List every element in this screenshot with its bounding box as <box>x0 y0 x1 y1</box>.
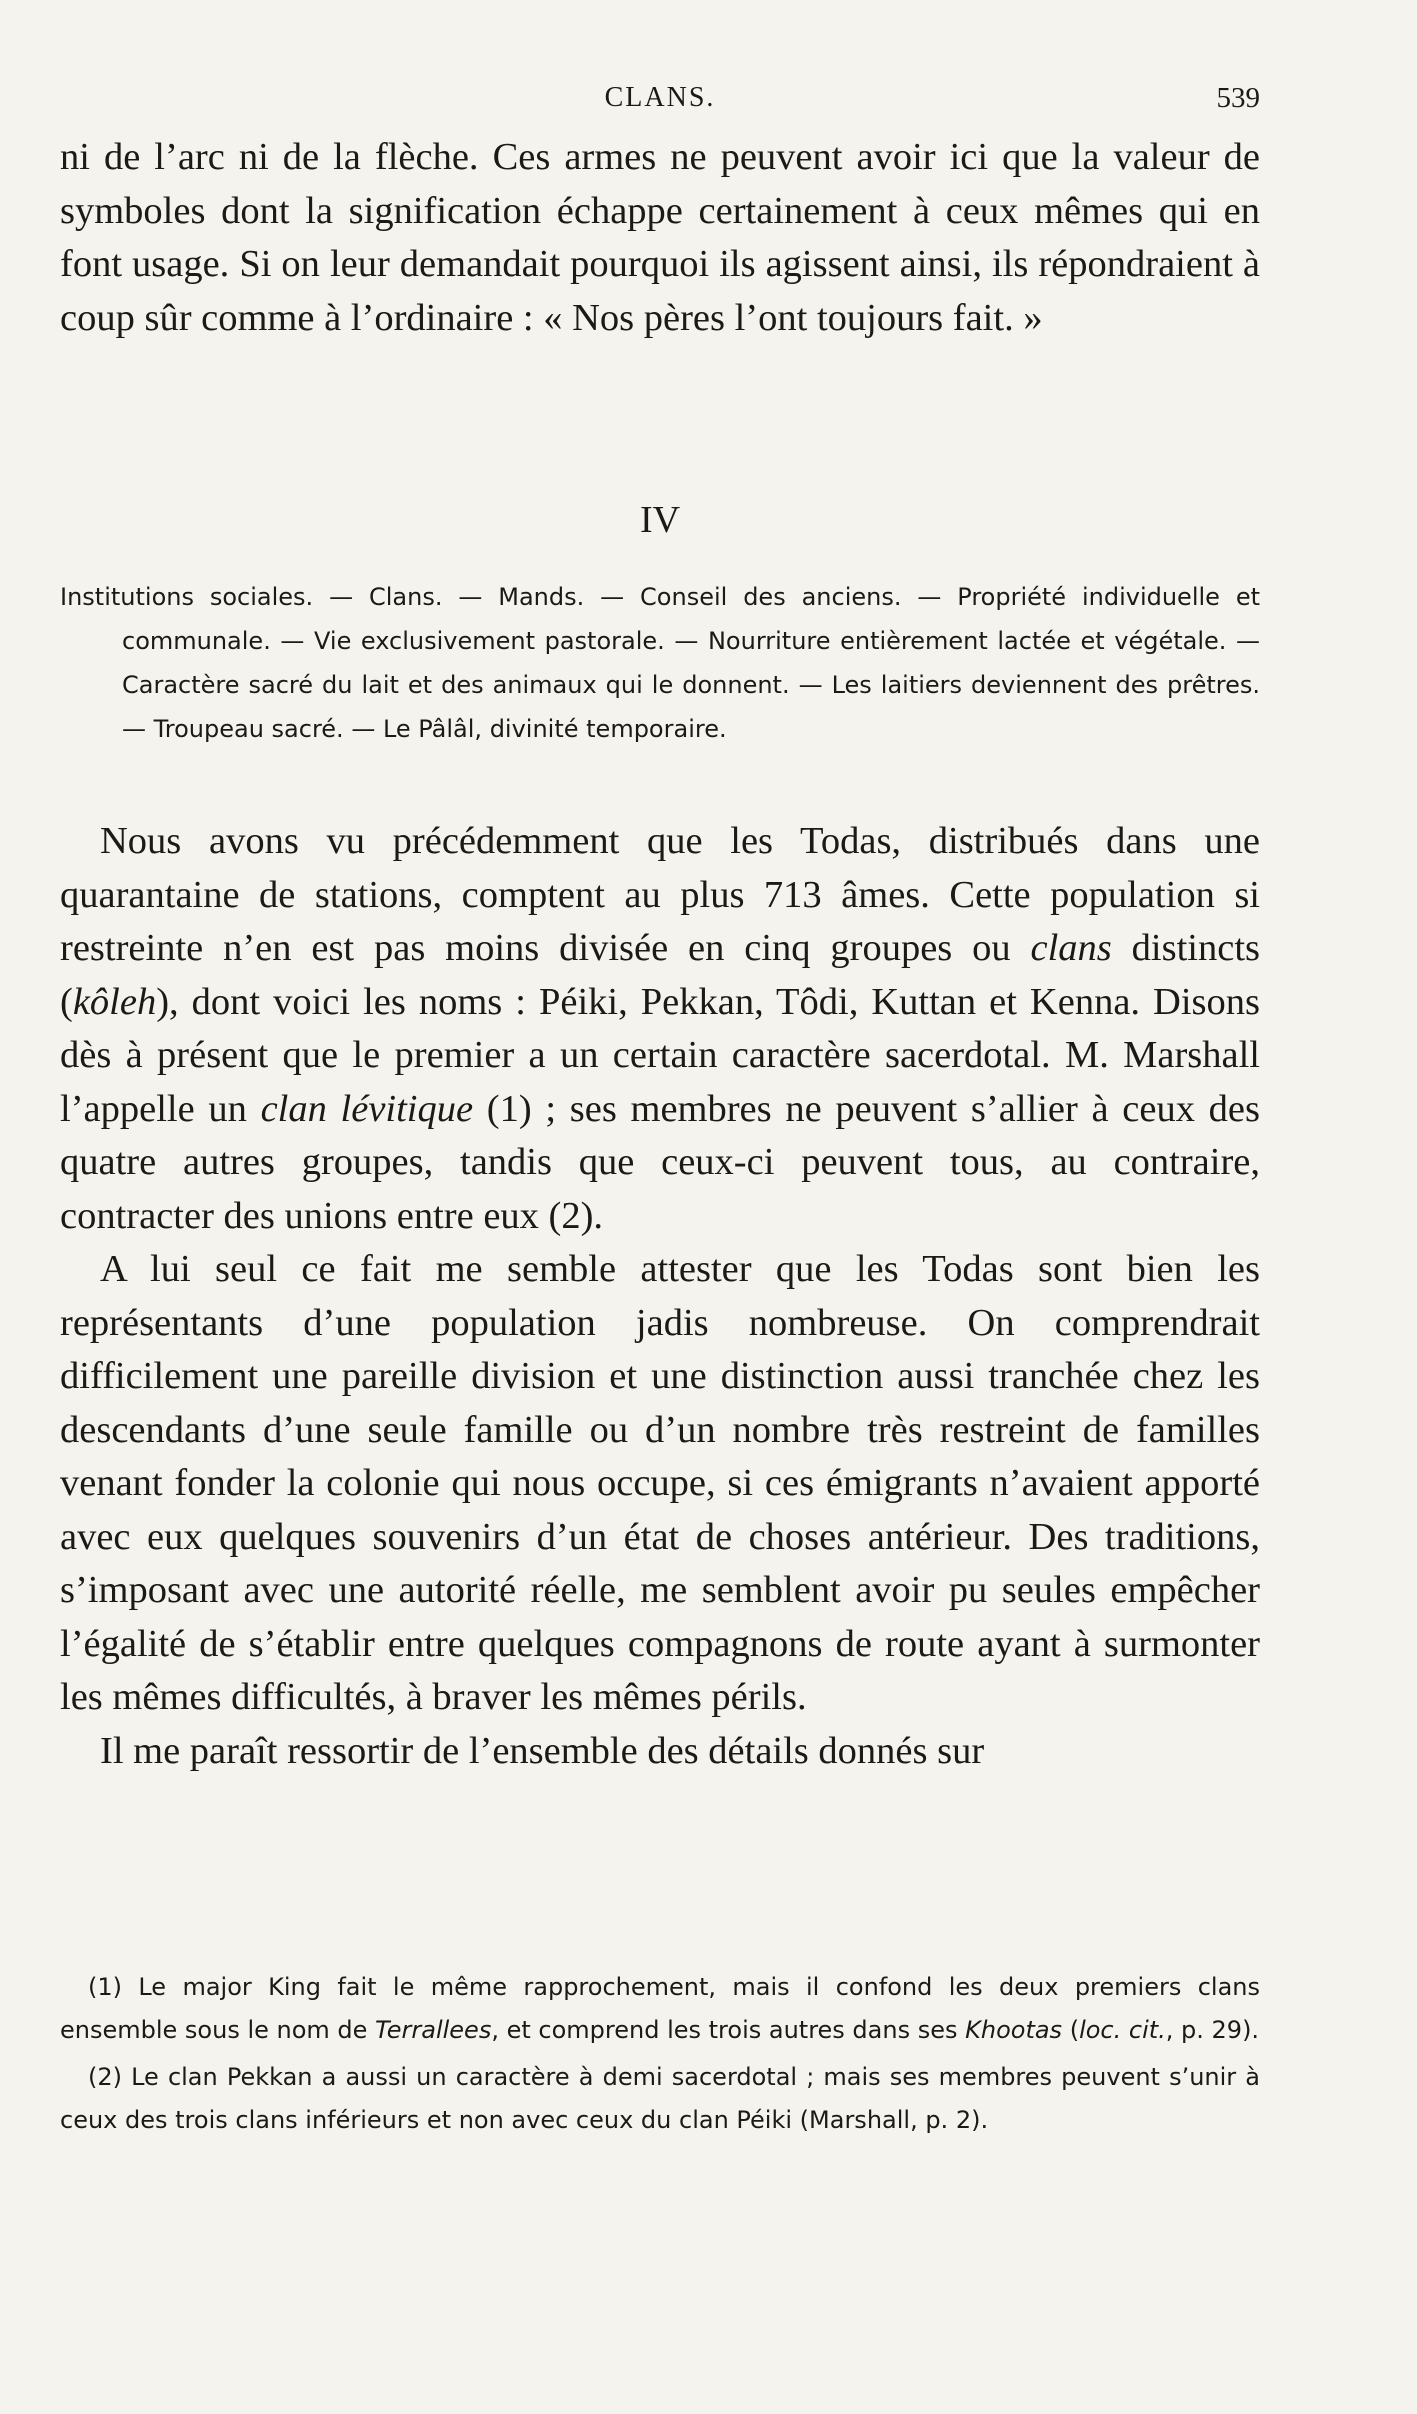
italic-term-koleh: kôleh <box>72 980 157 1023</box>
opening-paragraph-block <box>60 131 1260 345</box>
footnote-text: ( <box>1062 2016 1080 2044</box>
running-header <box>60 82 1260 122</box>
italic-term-loc-cit: loc. cit. <box>1079 2016 1166 2044</box>
italic-term-clans: clans <box>1030 927 1112 969</box>
paragraph-clans <box>60 815 1260 1243</box>
opening-paragraph: ni de l’arc ni de la flèche. Ces armes ne peuvent avoir ici que la valeur de symboles dont la signification échappe certainement à ceux mêmes qui en font usage. Si on leur demandait pourquoi ils agissent ainsi, ils répondraient à coup sûr comme à l’ordinaire : « Nos pères l’ont toujours fait. » <box>60 136 1260 339</box>
footnote-text: , et comprend les trois autres dans ses <box>491 2016 966 2044</box>
footnote-2: (2) Le clan Pekkan a aussi un caractère à demi sacerdotal ; mais ses membres peuvent s’unir à ceux des trois clans inférieurs et non avec ceux du clan Péiki (Marshall, p. 2). <box>60 2063 1260 2134</box>
paragraph-text: (1) ; ses membres ne peuvent s’allier à ceux des quatre autres groupes, tandis que ceux-ci peuvent tous, au contraire, contracter des unions entre eux (2). <box>60 1087 1260 1237</box>
paragraph-text: ), dont voici les noms : Péiki, Pekkan, Tôdi, Kuttan et Kenna. Disons dès à présent que le premier a un certain caractère sacerdotal. M. Marshall l’appelle un <box>60 980 1260 1130</box>
paragraph-text: distincts ( <box>60 927 1260 1023</box>
paragraph-text: Nous avons vu précédemment que les Todas, distribués dans une quarantaine de stations, comptent au plus 713 âmes. Cette population si restreinte n’en est pas moins divisée en cinq groupes ou <box>60 820 1260 969</box>
footnote-text: , p. 29). <box>1165 2016 1260 2044</box>
page-number: 539 <box>1216 82 1260 114</box>
running-title: CLANS. <box>604 82 716 113</box>
footnote-text: (1) Le major King fait le même rapprochement, mais il confond les deux premiers clans ensemble sous le nom de <box>60 1973 1260 2044</box>
section-number: IV <box>639 499 681 541</box>
footnotes <box>60 1966 1260 2146</box>
italic-term-clan-levitique: clan lévitique <box>260 1087 474 1130</box>
main-text <box>60 815 1260 1778</box>
footnote-1 <box>60 1966 1260 2052</box>
paragraph-population: A lui seul ce fait me semble attester que les Todas sont bien les représentants d’une population jadis nombreuse. On comprendrait difficilement une pareille division et une distinction aussi tranchée chez les descendants d’une seule famille ou d’un nombre très restreint de familles venant fonder la colonie qui nous occupe, si ces émigrants n’avaient apporté avec eux quelques souvenirs d’un état de choses antérieur. Des traditions, s’imposant avec une autorité réelle, me semblent avoir pu seules empêcher l’égalité de s’établir entre quelques compagnons de route ayant à surmonter les mêmes difficultés, à braver les mêmes périls. <box>60 1248 1260 1718</box>
italic-term-terrallees: Terrallees <box>375 2016 492 2044</box>
italic-term-khootas: Khootas <box>965 2016 1063 2044</box>
section-summary: Institutions sociales. — Clans. — Mands. — Conseil des anciens. — Propriété individuelle et communale. — Vie exclusivement pastorale. — Nourriture entièrement lactée et végétale. — Caractère sacré du lait et des animaux qui le donnent. — Les laitiers deviennent des prêtres. — Troupeau sacré. — Le Pâlâl, divinité temporaire. <box>60 583 1260 743</box>
paragraph-continuation: Il me paraît ressortir de l’ensemble des détails donnés sur <box>100 1729 985 1772</box>
